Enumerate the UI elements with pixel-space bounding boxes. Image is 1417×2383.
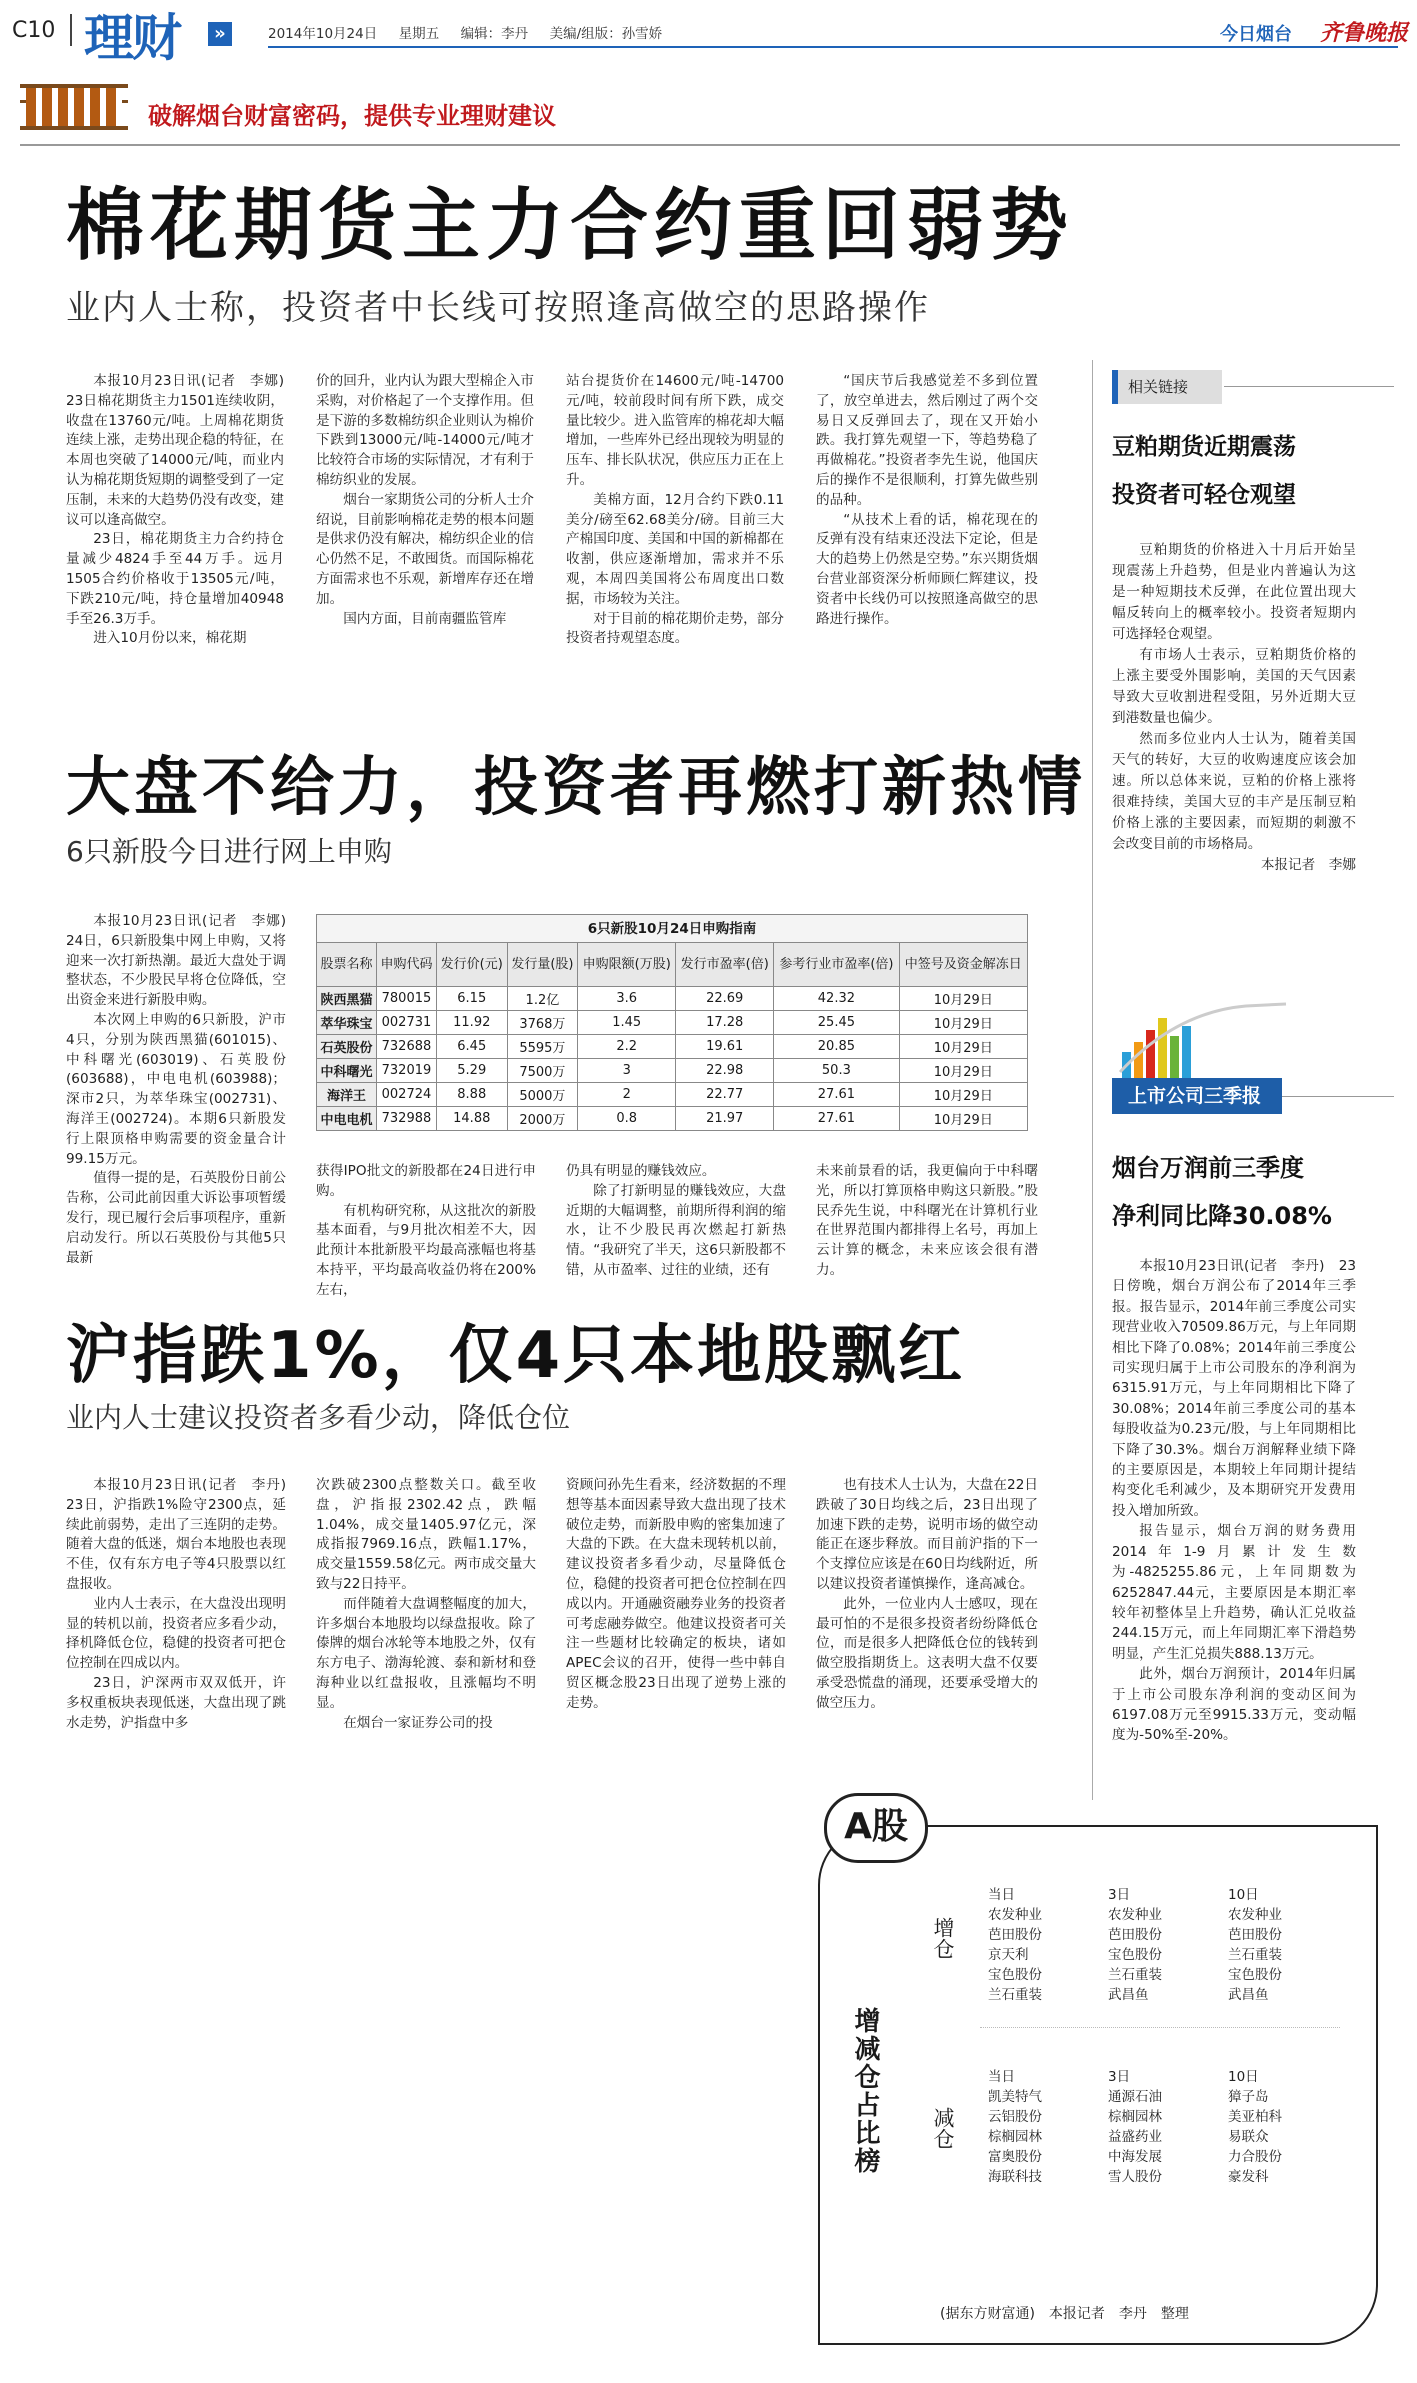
table-cell: 17.28 (676, 1011, 774, 1035)
table-cell: 14.88 (436, 1107, 507, 1131)
article1-column-3 (566, 372, 784, 682)
paragraph: 资顾问孙先生看来，经济数据的不理想等基本面因素导致大盘出现了技术破位走势，而新股申购的密集加速了大盘的下跌。在大盘未现转机以前，建议投资者多看少动，尽量降低仓位，稳健的投资者可把仓位控制在四成以内。开通融资融券业务的投资者可考虑融券做空。他建议投资者可关注一些题材比较确定的板块，诸如APEC会议的召开，使得一些中韩自贸区概念股23日出现了逆势上涨的走势。 (566, 1477, 786, 1711)
list-divider (980, 2027, 1340, 2028)
paragraph: 本报10月23日讯(记者 李娜) 24日，6只新股集中网上申购，又将迎来一次打新热潮。最近大盘处于调整状态，不少股民早将仓位降低，空出资金来进行新股申购。 (66, 913, 300, 1009)
related-title-1: 豆粕期货近期震荡 (1112, 434, 1296, 460)
table-cell: 22.69 (676, 987, 774, 1011)
table-cell: 732988 (376, 1107, 436, 1131)
paragraph: 站台提货价在14600元/吨-14700元/吨，较前段时间有所下跌，成交量比较少。进入监管库的棉花却大幅增加，一些库外已经出现较为明显的压车、排长队状况，供应压力正在上升。 (566, 373, 784, 488)
table-cell: 8.88 (436, 1083, 507, 1107)
table-cell: 11.92 (436, 1011, 507, 1035)
table-header-cell: 发行市盈率(倍) (676, 943, 774, 987)
table-row (317, 987, 1028, 1011)
table-row (317, 1011, 1028, 1035)
page-number: C10 (12, 18, 56, 43)
paragraph: 值得一提的是，石英股份日前公告称，公司此前因重大诉讼事项暂缓发行，现已履行会后事项程序，重新启动发行。所以石英股份与其他5只最新 (66, 1170, 286, 1266)
list-item: 农发种业 (988, 1907, 1042, 1923)
dec-list-1 (988, 2067, 1042, 2187)
masthead-region: 今日烟台 (1220, 24, 1292, 45)
related-rule (1224, 386, 1394, 387)
period-label: 10日 (1228, 2069, 1259, 2085)
table-row (317, 1107, 1028, 1131)
list-item: 芭田股份 (988, 1927, 1042, 1943)
period-label: 当日 (988, 2069, 1015, 2085)
q3-title-2: 净利同比降30.08% (1112, 1202, 1332, 1230)
paragraph: 有机构研究称，从这批次的新股基本面看，与9月批次相差不大，因此预计本批新股平均最高涨幅也将基本持平，平均最高收益仍将在200%左右， (316, 1202, 536, 1298)
table-cell: 3768万 (507, 1011, 578, 1035)
list-item: 美亚柏科 (1228, 2109, 1282, 2125)
ipo-table-title: 6只新股10月24日申购指南 (316, 914, 1028, 942)
paragraph: 对于目前的棉花期价走势，部分投资者持观望态度。 (566, 610, 784, 647)
table-cell: 780015 (376, 987, 436, 1011)
list-item: 兰石重装 (1108, 1967, 1162, 1983)
article3-column-3 (566, 1476, 786, 1816)
list-item: 豪发科 (1228, 2169, 1269, 2185)
table-header-cell: 申购限额(万股) (578, 943, 676, 987)
table-cell: 中电电机 (317, 1107, 377, 1131)
list-item: 京天利 (988, 1947, 1029, 1963)
article2-subheadline: 6只新股今日进行网上申购 (66, 835, 392, 868)
bar-chart-icon (1116, 1002, 1296, 1082)
table-row (317, 1035, 1028, 1059)
table-cell: 21.97 (676, 1107, 774, 1131)
table-cell: 7500万 (507, 1059, 578, 1083)
article2-headline: 大盘不给力，投资者再燃打新热情 (66, 751, 1086, 825)
a-share-badge (824, 1793, 928, 1863)
list-item: 益盛药业 (1108, 2129, 1162, 2145)
paragraph: 次跌破2300点整数关口。截至收盘，沪指报2302.42点，跌幅1.04%，成交量1405.97亿元，深成指报7969.16点，跌幅1.17%，成交量1559.58亿元。两市成交量大致与22日持平。 (316, 1477, 536, 1592)
list-item: 獐子岛 (1228, 2089, 1269, 2105)
paragraph: 豆粕期货的价格进入十月后开始呈现震荡上升趋势，但是业内普遍认为这是一种短期技术反弹，在此位置出现大幅反转向上的概率较小。投资者短期内可选择轻仓观望。 (1112, 542, 1356, 642)
paper-logo: 齐鲁晚报 (1320, 20, 1409, 46)
masthead-bottom-rule (20, 144, 1400, 146)
list-item: 云铝股份 (988, 2109, 1042, 2125)
table-cell: 2 (578, 1083, 676, 1107)
table-cell: 27.61 (774, 1107, 899, 1131)
list-item: 农发种业 (1228, 1907, 1282, 1923)
table-cell: 6.45 (436, 1035, 507, 1059)
table-cell: 002731 (376, 1011, 436, 1035)
ipo-table-grid (316, 942, 1028, 1131)
paragraph: 而伴随着大盘调整幅度的加大，许多烟台本地股均以绿盘报收。除了傣牌的烟台冰轮等本地股之外，仅有东方电子、渤海轮渡、泰和新材和登海种业以红盘报收，且涨幅均不明显。 (316, 1595, 536, 1711)
list-item: 芭田股份 (1108, 1927, 1162, 1943)
ipo-table (316, 914, 1028, 1131)
paragraph: 本报10月23日讯(记者 李丹) 23日傍晚，烟台万润公布了2014年三季报。报告显示，2014年前三季度公司实现营业收入70509.86万元，与上年同期相比下降了0.08%；2014年前三季度公司实现归属于上市公司股东的净利润为6315.91万元，与上年同期相比下降了30.08%；2014年前三季度公司的基本每股收益为0.23元/股，与上年同期相比下降了30.3%。烟台万润解释业绩下降的主要原因是，本期较上年同期计提结构变化毛利减少，及本期研究开发费用投入增加所致。 (1112, 1258, 1356, 1519)
table-cell: 732019 (376, 1059, 436, 1083)
chevron-right-icon: » (208, 22, 232, 46)
issue-weekday: 星期五 (398, 26, 440, 42)
issue-proof: 孙雪娇 (621, 26, 663, 42)
paragraph: 有市场人士表示，豆粕期货价格的上涨主要受外围影响，美国的天气因素导致大豆收割进程受阻，另外近期大豆到港数量也偏少。 (1112, 647, 1356, 726)
article1-headline: 棉花期货主力合约重回弱势 (66, 181, 1075, 271)
article1-subheadline: 业内人士称，投资者中长线可按照逢高做空的思路操作 (66, 288, 930, 328)
table-row (317, 1059, 1028, 1083)
article1-column-4 (816, 372, 1038, 682)
paragraph: 然而多位业内人士认为，随着美国天气的转好，大豆的收购速度应该会加速。所以总体来说，豆粕的价格上涨将很难持续，美国大豆的丰产是压制豆粕价格上涨的主要因素，而短期的刺激不会改变目前的市场格局。 (1112, 731, 1356, 852)
list-item: 雪人股份 (1108, 2169, 1162, 2185)
paragraph: 美棉方面，12月合约下跌0.11美分/磅至62.68美分/磅。目前三大产棉国印度、美国和中国的新棉都在收割，供应逐渐增加，需求并不乐观，本周四美国将公布周度出口数据，市场较为关注。 (566, 491, 784, 607)
paragraph: 本次网上申购的6只新股，沪市4只，分别为陕西黑猫(601015)、中科曙光(603019)、石英股份(603688)，中电电机(603988)；深市2只，为萃华珠宝(002731)、海洋王(002724)。本期6只新股发行上限顶格申购需要的资金量合计99.15万元。 (66, 1011, 286, 1167)
q3-tag-rule (1282, 1096, 1394, 1097)
list-item: 宝色股份 (988, 1967, 1042, 1983)
table-cell: 2000万 (507, 1107, 578, 1131)
article3-subheadline: 业内人士建议投资者多看少动，降低仓位 (66, 1401, 571, 1434)
table-header-cell: 股票名称 (317, 943, 377, 987)
paragraph: 除了打新明显的赚钱效应，大盘近期的大幅调整，前期所得利润的缩水，让不少股民再次燃起打新热情。“我研究了半天，这6只新股都不错，从市盈率、过往的业绩，还有 (566, 1182, 786, 1278)
table-cell: 22.98 (676, 1059, 774, 1083)
paragraph: 仍具有明显的赚钱效应。 (566, 1163, 716, 1179)
article3-headline: 沪指跌1%，仅4只本地股飘红 (66, 1319, 966, 1393)
abacus-image (20, 70, 128, 136)
a-share-footer: (据东方财富通) 本报记者 李丹 整理 (940, 2306, 1189, 2322)
paragraph: 业内人士表示，在大盘没出现明显的转机以前，投资者应多看少动，择机降低仓位，稳健的投资者可把仓位控制在四成以内。 (66, 1595, 286, 1672)
paragraph: 在烟台一家证券公司的投 (343, 1714, 493, 1731)
paragraph: 未来前景看的话，我更偏向于中科曙光，所以打算顶格申购这只新股。”股民乔先生说，中科曙光在计算机行业在世界范围内都排得上名号，再加上云计算的概念，未来应该会很有潜力。 (816, 1163, 1038, 1278)
table-cell: 3.6 (578, 987, 676, 1011)
table-cell: 1.2亿 (507, 987, 578, 1011)
paragraph: 国内方面，目前南疆监管库 (343, 610, 507, 627)
paragraph: 获得IPO批文的新股都在24日进行申购。 (316, 1163, 536, 1199)
list-item: 易联众 (1228, 2129, 1269, 2145)
period-label: 3日 (1108, 1887, 1131, 1903)
list-item: 武昌鱼 (1108, 1987, 1149, 2003)
increase-label: 增仓 (931, 1917, 955, 1959)
paragraph: 价的回升，业内认为跟大型棉企入市采购，对价格起了一个支撑作用。但是下游的多数棉纺织企业则认为棉价下跌到13000元/吨-14000元/吨才比较符合市场的实际情况，才有利于棉纺织业的发展。 (316, 373, 534, 488)
paragraph: “从技术上看的话，棉花现在的反弹有没有结束还没法下定论，但是大的趋势上仍然是空势。”东兴期货烟台营业部资深分析师顾仁辉建议，投资者中长线仍可以按照逢高做空的思路进行操作。 (816, 511, 1038, 627)
list-item: 通源石油 (1108, 2089, 1162, 2105)
ranking-title: 增减仓占比榜 (850, 2007, 880, 2175)
table-cell: 5.29 (436, 1059, 507, 1083)
dec-list-3 (1228, 2067, 1282, 2187)
related-tag (1112, 370, 1222, 404)
period-label: 10日 (1228, 1887, 1259, 1903)
table-header-cell: 参考行业市盈率(倍) (774, 943, 899, 987)
table-cell: 3 (578, 1059, 676, 1083)
table-cell: 5595万 (507, 1035, 578, 1059)
table-cell: 42.32 (774, 987, 899, 1011)
table-cell: 陕西黑猫 (317, 987, 377, 1011)
list-item: 兰石重装 (1228, 1947, 1282, 1963)
table-cell: 27.61 (774, 1083, 899, 1107)
table-cell: 50.3 (774, 1059, 899, 1083)
paragraph: 报告显示，烟台万润的财务费用2014年1-9月累计发生数为-4825255.86元，上年同期数为6252847.44元，主要原因是本期汇率较年初整体呈上升趋势，确认汇兑收益244.15万元，而上年同期汇率下滑趋势明显，产生汇兑损失888.13万元。 (1112, 1523, 1356, 1662)
section-logo-text: 理财 (84, 9, 180, 67)
table-row (317, 1083, 1028, 1107)
paragraph: 23日，沪深两市双双低开，许多权重板块表现低迷，大盘出现了跳水走势，沪指盘中多 (66, 1674, 286, 1731)
paragraph: 本报10月23日讯(记者 李丹) 23日，沪指跌1%险守2300点，延续此前弱势，走出了三连阴的走势。随着大盘的低迷，烟台本地股也表现不佳，仅有东方电子等4只股票以红盘报收。 (66, 1477, 300, 1592)
paragraph: “国庆节后我感觉差不多到位置了，放空单进去，然后刚过了两个交易日又反弹回去了，现在又开始小跌。我打算先观望一下，等趋势稳了再做棉花。”投资者李先生说，他国庆后的操作不是很顺利，打算先做些别的品种。 (816, 373, 1038, 508)
table-header-cell: 中签号及资金解冻日 (899, 943, 1027, 987)
table-cell: 1.45 (578, 1011, 676, 1035)
period-label: 当日 (988, 1887, 1015, 1903)
slogan: 破解烟台财富密码，提供专业理财建议 (148, 102, 556, 130)
inc-list-2 (1108, 1885, 1162, 2005)
list-item: 棕榈园林 (988, 2129, 1042, 2145)
paragraph: 本报10月23日讯(记者 李娜) 23日棉花期货主力1501连续收阴，收盘在13760元/吨。上周棉花期货连续上涨，走势出现企稳的特征，在本周也突破了14000元/吨，而业内认为棉花期货短期的调整受到了一定压制，未来的大趋势仍没有改变，建议可以逢高做空。 (66, 373, 298, 528)
list-item: 中海发展 (1108, 2149, 1162, 2165)
paragraph: 烟台一家期货公司的分析人士介绍说，目前影响棉花走势的根本问题是供求仍没有解决，棉纺织企业的信心仍然不足，不敢囤货。而国际棉花方面需求也不乐观，新增库存还在增加。 (316, 491, 534, 607)
table-cell: 萃华珠宝 (317, 1011, 377, 1035)
table-cell: 22.77 (676, 1083, 774, 1107)
article3-column-4 (816, 1476, 1038, 1816)
table-cell: 10月29日 (899, 1035, 1027, 1059)
list-item: 海联科技 (988, 2169, 1042, 2185)
table-cell: 10月29日 (899, 1083, 1027, 1107)
table-header-cell: 发行量(股) (507, 943, 578, 987)
list-item: 芭田股份 (1228, 1927, 1282, 1943)
masthead-rule (268, 46, 1398, 48)
article3-column-2 (316, 1476, 536, 1816)
paragraph: 也有技术人士认为，大盘在22日跌破了30日均线之后，23日出现了加速下跌的走势，说明市场的做空动能正在逐步释放。而目前沪指的下一个支撑位应该是在60日均线附近，所以建议投资者谨慎操作，逢高减仓。 (816, 1477, 1038, 1592)
period-label: 3日 (1108, 2069, 1131, 2085)
table-cell: 10月29日 (899, 1107, 1027, 1131)
table-cell: 10月29日 (899, 1059, 1027, 1083)
list-item: 宝色股份 (1228, 1967, 1282, 1983)
table-cell: 002724 (376, 1083, 436, 1107)
table-cell: 25.45 (774, 1011, 899, 1035)
table-cell: 2.2 (578, 1035, 676, 1059)
article3-column-1 (66, 1476, 300, 1816)
list-item: 凯美特气 (988, 2089, 1042, 2105)
list-item: 富奥股份 (988, 2149, 1042, 2165)
bar-chart-graphic (1116, 1002, 1296, 1082)
related-title-2: 投资者可轻仓观望 (1112, 482, 1296, 508)
table-cell: 石英股份 (317, 1035, 377, 1059)
column-divider (1092, 360, 1093, 1800)
article2-column-1 (66, 912, 300, 1282)
related-byline: 本报记者 李娜 (1260, 857, 1356, 873)
q3-body (1112, 1256, 1356, 1746)
dec-list-2 (1108, 2067, 1162, 2187)
table-cell: 5000万 (507, 1083, 578, 1107)
table-cell: 0.8 (578, 1107, 676, 1131)
inc-list-1 (988, 1885, 1042, 2005)
related-body (1112, 540, 1356, 876)
paragraph: 此外，烟台万润预计，2014年归属于上市公司股东净利润的变动区间为6197.08万元至9915.33万元，变动幅度为-50%至-20%。 (1112, 1666, 1356, 1744)
a-share-badge-label: A股 (844, 1806, 908, 1847)
table-header-cell: 发行价(元) (436, 943, 507, 987)
issue-editor: 编辑：李丹 (460, 26, 529, 42)
a-share-box (818, 1806, 1378, 2345)
related-tag-label: 相关链接 (1128, 378, 1189, 396)
issue-date: 2014年10月24日 (268, 26, 378, 42)
page-number-divider (70, 14, 72, 46)
table-cell: 732688 (376, 1035, 436, 1059)
q3-title-1: 烟台万润前三季度 (1112, 1154, 1304, 1182)
paragraph: 此外，一位业内人士感叹，现在最可怕的不是很多投资者纷纷降低仓位，而是很多人把降低仓位的钱转到做空股指期货上。这表明大盘不仅要承受恐慌盘的涌现，还要承受增大的做空压力。 (816, 1595, 1038, 1711)
list-item: 武昌鱼 (1228, 1987, 1269, 2003)
paragraph: 23日，棉花期货主力合约持仓量减少4824手至44万手。远月1505合约价格收于13505元/吨，下跌210元/吨，持仓量增加40948手至26.3万手。 (66, 531, 284, 627)
masthead (0, 0, 1417, 150)
list-item: 宝色股份 (1108, 1947, 1162, 1963)
table-cell: 20.85 (774, 1035, 899, 1059)
decrease-label: 减仓 (931, 2107, 955, 2149)
table-cell: 6.15 (436, 987, 507, 1011)
issue-design: 美编/组版 (549, 26, 609, 42)
issue-info: 2014年10月24日 星期五 编辑：李丹 美编/组版：孙雪娇 (268, 26, 663, 42)
article1-column-1 (66, 372, 298, 682)
article1-column-2 (316, 372, 534, 682)
article2-column-2 (316, 1162, 536, 1298)
list-item: 棕榈园林 (1108, 2109, 1162, 2125)
table-cell: 中科曙光 (317, 1059, 377, 1083)
section-logo (82, 8, 232, 68)
table-cell: 海洋王 (317, 1083, 377, 1107)
inc-list-3 (1228, 1885, 1282, 2005)
table-cell: 19.61 (676, 1035, 774, 1059)
list-item: 农发种业 (1108, 1907, 1162, 1923)
table-header-cell: 申购代码 (376, 943, 436, 987)
q3-tag: 上市公司三季报 (1112, 1078, 1282, 1114)
table-cell: 10月29日 (899, 987, 1027, 1011)
list-item: 力合股份 (1228, 2149, 1282, 2165)
list-item: 兰石重装 (988, 1987, 1042, 2003)
paragraph: 进入10月份以来，棉花期 (93, 630, 247, 647)
article2-column-3 (566, 1162, 786, 1282)
table-cell: 10月29日 (899, 1011, 1027, 1035)
article2-column-4 (816, 1162, 1038, 1282)
